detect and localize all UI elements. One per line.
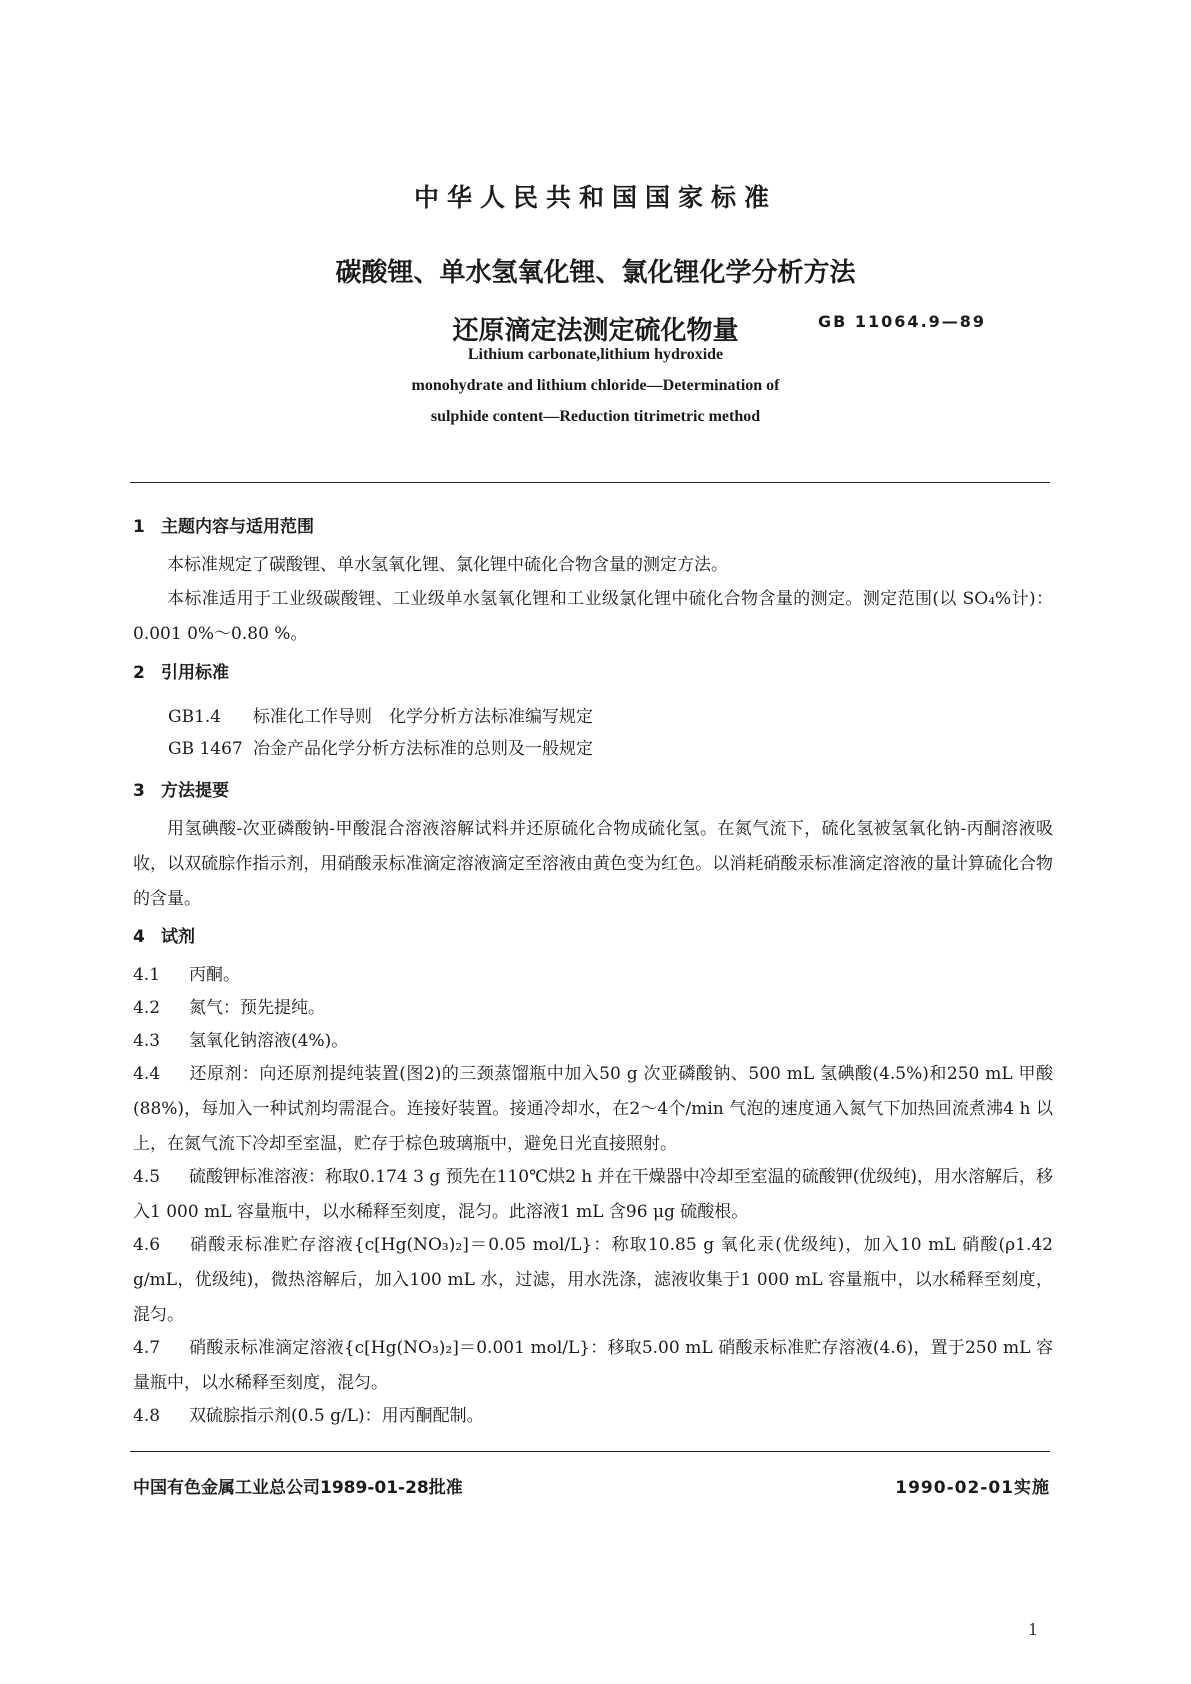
section-title: 方法提要 (161, 781, 229, 801)
section-number: 4 (133, 927, 145, 947)
item-text: 丙酮。 (189, 965, 240, 985)
gb-code: GB 11064.9—89 (818, 312, 987, 331)
section-title: 主题内容与适用范围 (161, 517, 314, 537)
item-text: 双硫腙指示剂(0.5 g/L)：用丙酮配制。 (189, 1406, 484, 1426)
item-number: 4.4 (133, 1064, 161, 1084)
section-title: 试剂 (161, 927, 195, 947)
item-text: 氮气：预先提纯。 (189, 998, 325, 1018)
section-number: 3 (133, 781, 145, 801)
reference-text: 冶金产品化学分析方法标准的总则及一般规定 (253, 739, 593, 759)
reagent-item (133, 1057, 1053, 1162)
top-divider (130, 482, 1050, 483)
item-number: 4.1 (133, 965, 161, 985)
reference-code: GB 1467 (168, 739, 243, 759)
item-number: 4.7 (133, 1338, 161, 1358)
item-text: 还原剂：向还原剂提纯装置(图2)的三颈蒸馏瓶中加入50 g 次亚磷酸钠、500 mL 氢碘酸(4.5%)和250 mL 甲酸(88%)，每加入一种试剂均需混合。连接好装置。接通冷却水，在2～4个/min 气泡的速度通入氮气下加热回流煮沸4 h 以上，在氮气流下冷却至室温，贮存于棕色玻璃瓶中，避免日光直接照射。 (133, 1064, 1053, 1154)
english-title-line2: monohydrate and lithium chloride—Determination of (411, 377, 780, 394)
reagent-item (133, 1160, 1053, 1230)
effective-date: 1990-02-01实施 (895, 1478, 1050, 1498)
reagent-item (133, 1024, 1053, 1059)
item-number: 4.2 (133, 998, 161, 1018)
item-text: 硝酸汞标准滴定溶液{c[Hg(NO₃)₂]＝0.001 mol/L}：移取5.00 mL 硝酸汞标准贮存溶液(4.6)，置于250 mL 容量瓶中，以水稀释至刻度，混匀。 (133, 1338, 1053, 1393)
item-number: 4.6 (133, 1235, 161, 1255)
section-number: 2 (133, 663, 145, 683)
item-text: 硝酸汞标准贮存溶液{c[Hg(NO₃)₂]＝0.05 mol/L}：称取10.85 g 氧化汞(优级纯)，加入10 mL 硝酸(ρ1.42 g/mL，优级纯)，微热溶解后，加入100 mL 水，过滤，用水洗涤，滤液收集于1 000 mL 容量瓶中，以水稀释至刻度，混匀。 (133, 1235, 1053, 1325)
reference-item (168, 702, 593, 727)
english-title-line1: Lithium carbonate,lithium hydroxide (467, 346, 724, 363)
reagent-item (133, 1399, 1053, 1434)
footer-divider (130, 1451, 1050, 1452)
item-number: 4.5 (133, 1167, 161, 1187)
english-title-line3: sulphide content—Reduction titrimetric method (430, 408, 761, 425)
section-1-heading (133, 512, 314, 537)
document-title-line1: 碳酸锂、单水氢氧化锂、氯化锂化学分析方法 (335, 258, 856, 288)
item-text: 氢氧化钠溶液(4%)。 (189, 1031, 349, 1051)
approval-note: 中国有色金属工业总公司1989-01-28批准 (133, 1478, 463, 1498)
reagent-item (133, 958, 1053, 993)
section-4-heading (133, 922, 195, 947)
reference-text: 标准化工作导则 化学分析方法标准编写规定 (253, 707, 593, 727)
reagent-item (133, 991, 1053, 1026)
national-standard-header: 中华人民共和国国家标准 (413, 183, 777, 212)
reference-code: GB1.4 (168, 707, 222, 727)
section-number: 1 (133, 517, 145, 537)
section-3-heading (133, 776, 229, 801)
section-3-paragraph: 用氢碘酸-次亚磷酸钠-甲酸混合溶液溶解试料并还原硫化合物成硫化氢。在氮气流下，硫化氢被氢氧化钠-丙酮溶液吸收，以双硫腙作指示剂，用硝酸汞标准滴定溶液滴定至溶液由黄色变为红色。以消耗硝酸汞标准滴定溶液的量计算硫化合物的含量。 (133, 819, 1053, 909)
section-2-heading (133, 658, 229, 683)
reagent-item (133, 1228, 1053, 1333)
page-number: 1 (1028, 1620, 1039, 1639)
section-title: 引用标准 (161, 663, 229, 683)
reference-item (168, 734, 593, 759)
item-number: 4.3 (133, 1031, 161, 1051)
item-number: 4.8 (133, 1406, 161, 1426)
item-text: 硫酸钾标准溶液：称取0.174 3 g 预先在110℃烘2 h 并在干燥器中冷却至室温的硫酸钾(优级纯)，用水溶解后，移入1 000 mL 容量瓶中，以水稀释至刻度，混匀。此溶液1 mL 含96 μg 硫酸根。 (133, 1167, 1053, 1222)
reagent-item (133, 1331, 1053, 1401)
section-1-paragraph-1: 本标准规定了碳酸锂、单水氢氧化锂、氯化锂中硫化合物含量的测定方法。 (167, 555, 728, 575)
section-1-paragraph-2: 本标准适用于工业级碳酸锂、工业级单水氢氧化锂和工业级氯化锂中硫化合物含量的测定。测定范围(以 SO₄%计)：0.001 0%～0.80 %。 (133, 589, 1053, 644)
document-title-line2: 还原滴定法测定硫化物量 (452, 316, 739, 346)
